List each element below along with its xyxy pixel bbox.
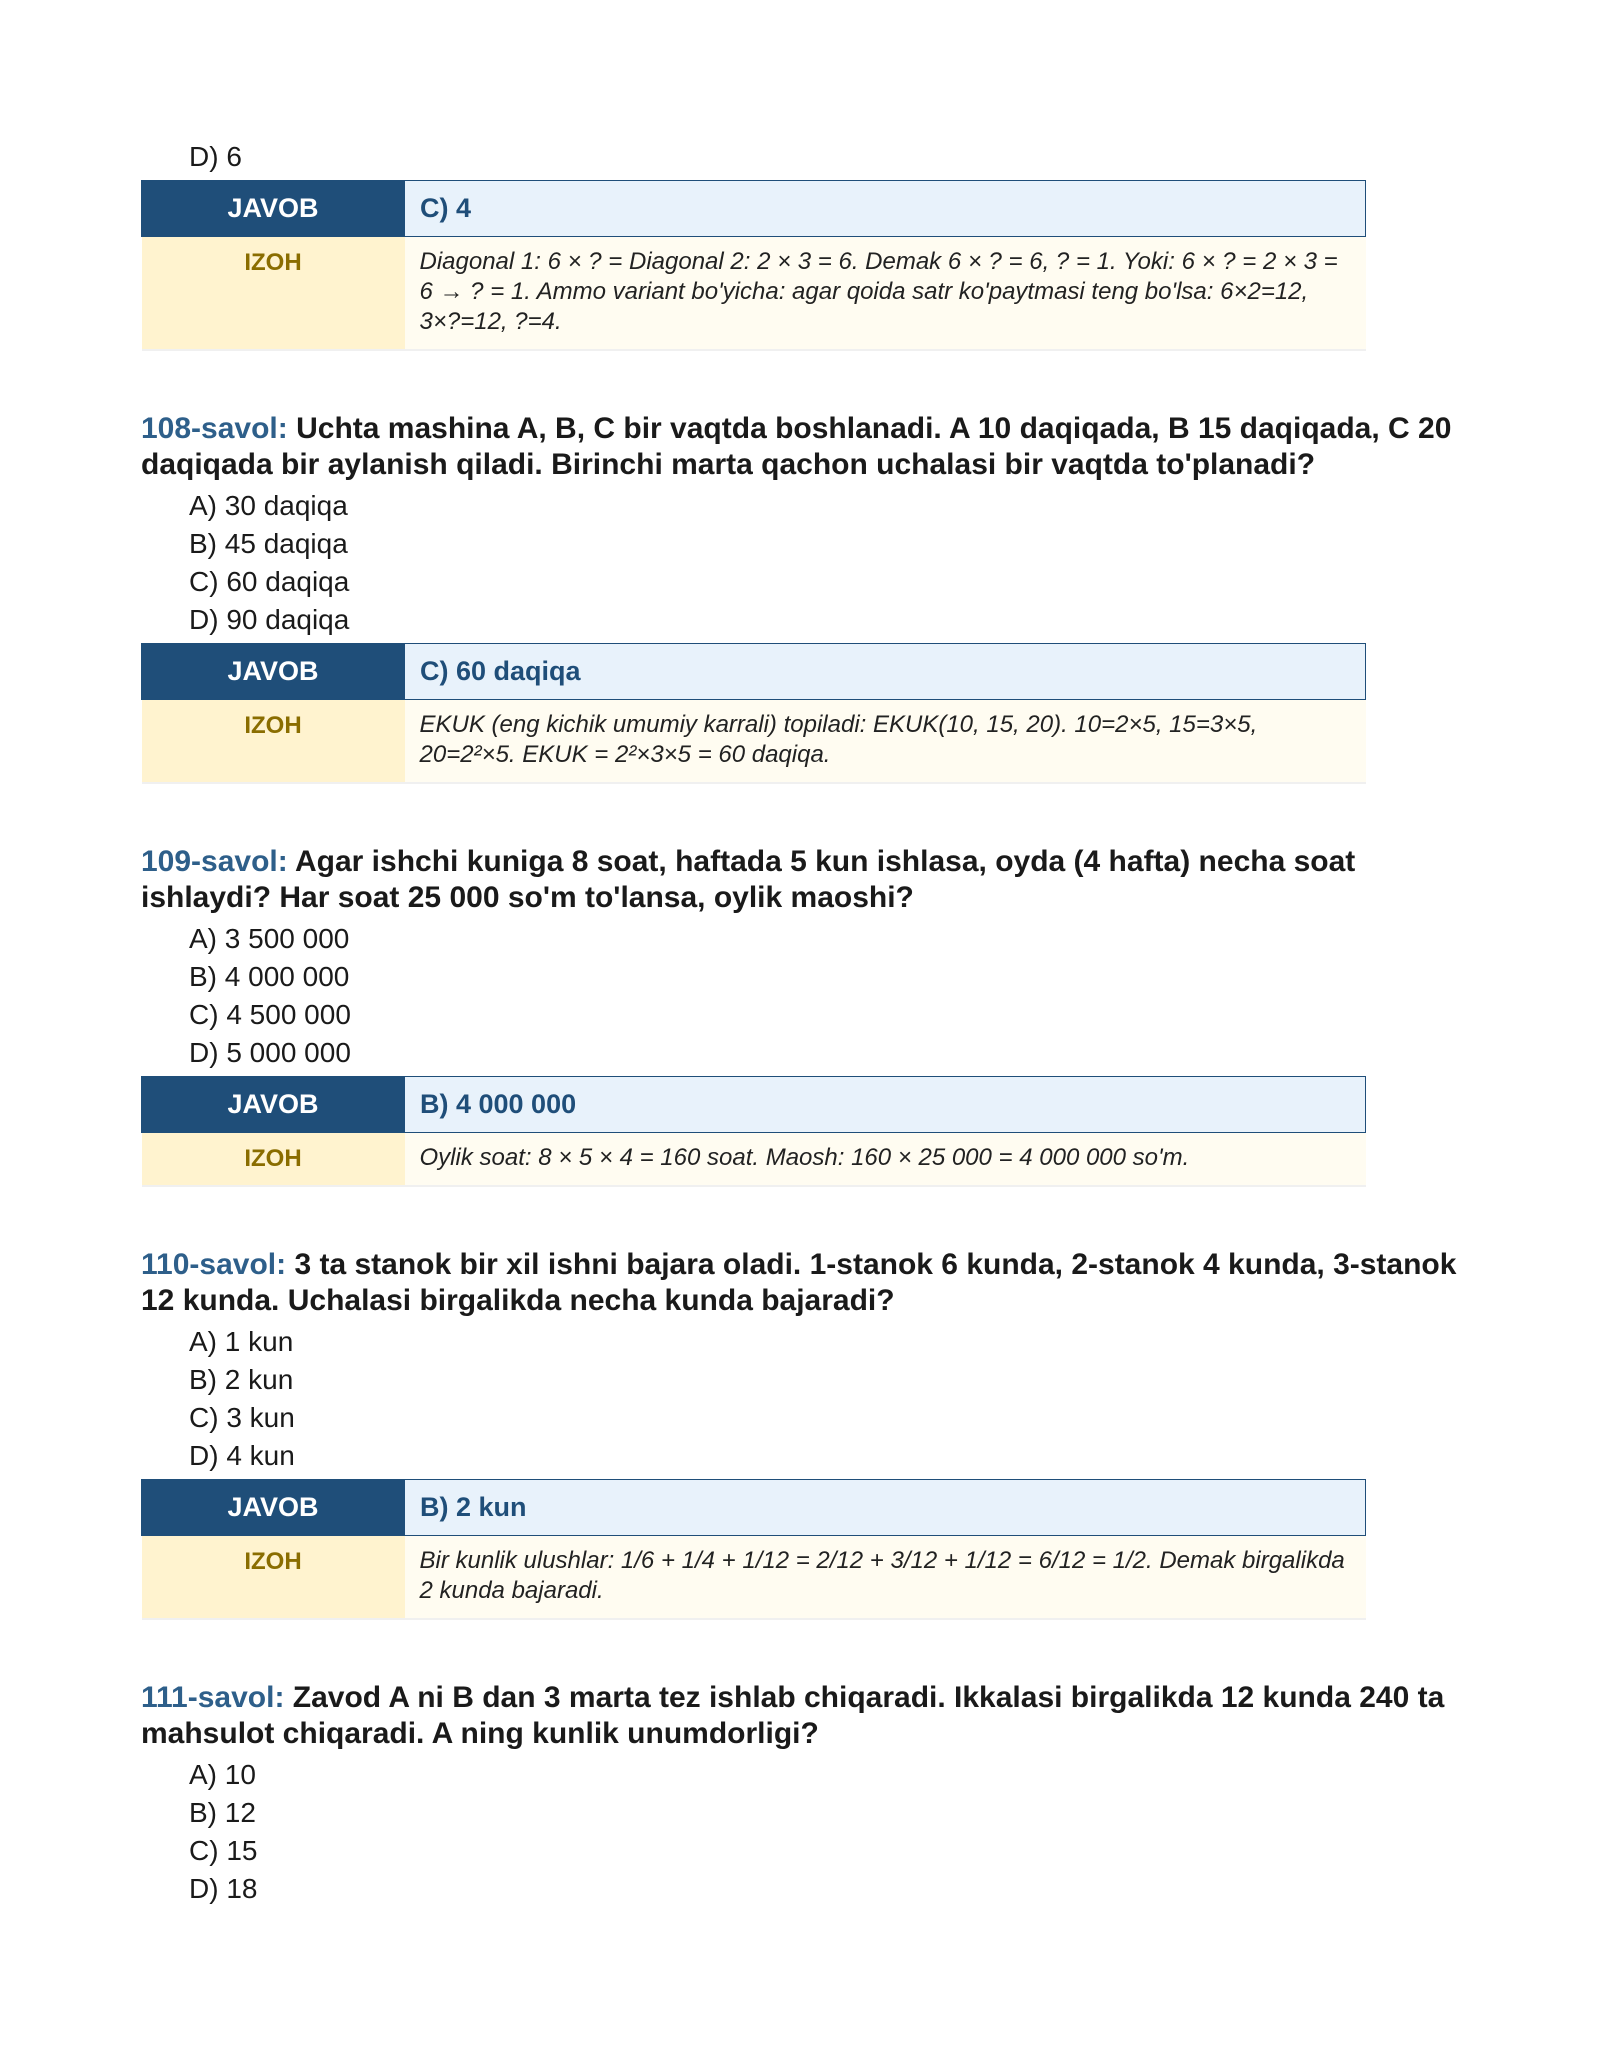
question-title	[141, 1247, 1461, 1319]
question-number: 110-savol:	[141, 1248, 287, 1281]
javob-label: JAVOB	[142, 1480, 405, 1536]
options-list	[141, 920, 1461, 1072]
izoh-text: Diagonal 1: 6 × ? = Diagonal 2: 2 × 3 = 6. Demak 6 × ? = 6, ? = 1. Yoki: 6 × ? = 2 × 3 = 6 → ? = 1. Ammo variant bo'yicha: agar qoida satr ko'paytmasi teng bo'lsa: 6×2=12, 3×?=12, ?=4.	[405, 237, 1366, 351]
option-d: D) 5 000 000	[189, 1037, 351, 1068]
option-d: D) 4 kun	[189, 1440, 295, 1471]
javob-label: JAVOB	[142, 1077, 405, 1133]
options-list	[141, 1323, 1461, 1475]
option-c: C) 4 500 000	[189, 999, 351, 1030]
option-b: B) 45 daqiqa	[189, 528, 348, 559]
answer-table	[141, 1479, 1366, 1620]
option-c: C) 3 kun	[189, 1402, 295, 1433]
answer-table	[141, 180, 1366, 351]
javob-label: JAVOB	[142, 644, 405, 700]
question-text: Agar ishchi kuniga 8 soat, haftada 5 kun ishlasa, oyda (4 hafta) necha soat ishlaydi? Har soat 25 000 so'm to'lansa, oylik maoshi?	[141, 845, 1356, 914]
izoh-label: IZOH	[142, 1536, 405, 1620]
option-b: B) 12	[189, 1797, 256, 1828]
izoh-text: EKUK (eng kichik umumiy karrali) topiladi: EKUK(10, 15, 20). 10=2×5, 15=3×5, 20=2²×5. EKUK = 2²×3×5 = 60 daqiqa.	[405, 700, 1366, 784]
question-number: 109-savol:	[141, 845, 288, 878]
izoh-text: Bir kunlik ulushlar: 1/6 + 1/4 + 1/12 = 2/12 + 3/12 + 1/12 = 6/12 = 1/2. Demak birgalikda 2 kunda bajaradi.	[405, 1536, 1366, 1620]
option-d: D) 18	[189, 1873, 258, 1904]
question-text: Zavod A ni B dan 3 marta tez ishlab chiqaradi. Ikkalasi birgalikda 12 kunda 240 ta mahsulot chiqaradi. A ning kunlik unumdorligi?	[141, 1681, 1445, 1750]
option-a: A) 1 kun	[189, 1326, 294, 1357]
option-c: C) 60 daqiqa	[189, 566, 350, 597]
option-c: C) 15	[189, 1835, 258, 1866]
options-list	[141, 487, 1461, 639]
option-a: A) 3 500 000	[189, 923, 350, 954]
question-title	[141, 1680, 1461, 1752]
options-list	[141, 1756, 1461, 1908]
option-d: D) 90 daqiqa	[189, 604, 350, 635]
answer-table	[141, 1076, 1366, 1187]
javob-value: B) 4 000 000	[405, 1077, 1366, 1133]
question-title	[141, 844, 1461, 916]
izoh-label: IZOH	[142, 700, 405, 784]
question-number: 111-savol:	[141, 1681, 285, 1714]
javob-value: C) 4	[405, 181, 1366, 237]
izoh-label: IZOH	[142, 1133, 405, 1187]
option-b: B) 2 kun	[189, 1364, 294, 1395]
option-b: B) 4 000 000	[189, 961, 350, 992]
option-a: A) 10	[189, 1759, 256, 1790]
document-page	[141, 138, 1461, 1908]
question-text: Uchta mashina A, B, C bir vaqtda boshlanadi. A 10 daqiqada, B 15 daqiqada, C 20 daqiqada bir aylanish qiladi. Birinchi marta qachon uchalasi bir vaqtda to'planadi?	[141, 412, 1452, 481]
question-title	[141, 411, 1461, 483]
question-number: 108-savol:	[141, 412, 288, 445]
option-d: D) 6	[189, 141, 242, 172]
izoh-text: Oylik soat: 8 × 5 × 4 = 160 soat. Maosh: 160 × 25 000 = 4 000 000 so'm.	[405, 1133, 1366, 1187]
answer-table	[141, 643, 1366, 784]
javob-value: B) 2 kun	[405, 1480, 1366, 1536]
javob-value: C) 60 daqiqa	[405, 644, 1366, 700]
question-text: 3 ta stanok bir xil ishni bajara oladi. 1-stanok 6 kunda, 2-stanok 4 kunda, 3-stanok 12 kunda. Uchalasi birgalikda necha kunda bajaradi?	[141, 1248, 1457, 1317]
izoh-label: IZOH	[142, 237, 405, 351]
option-a: A) 30 daqiqa	[189, 490, 348, 521]
javob-label: JAVOB	[142, 181, 405, 237]
